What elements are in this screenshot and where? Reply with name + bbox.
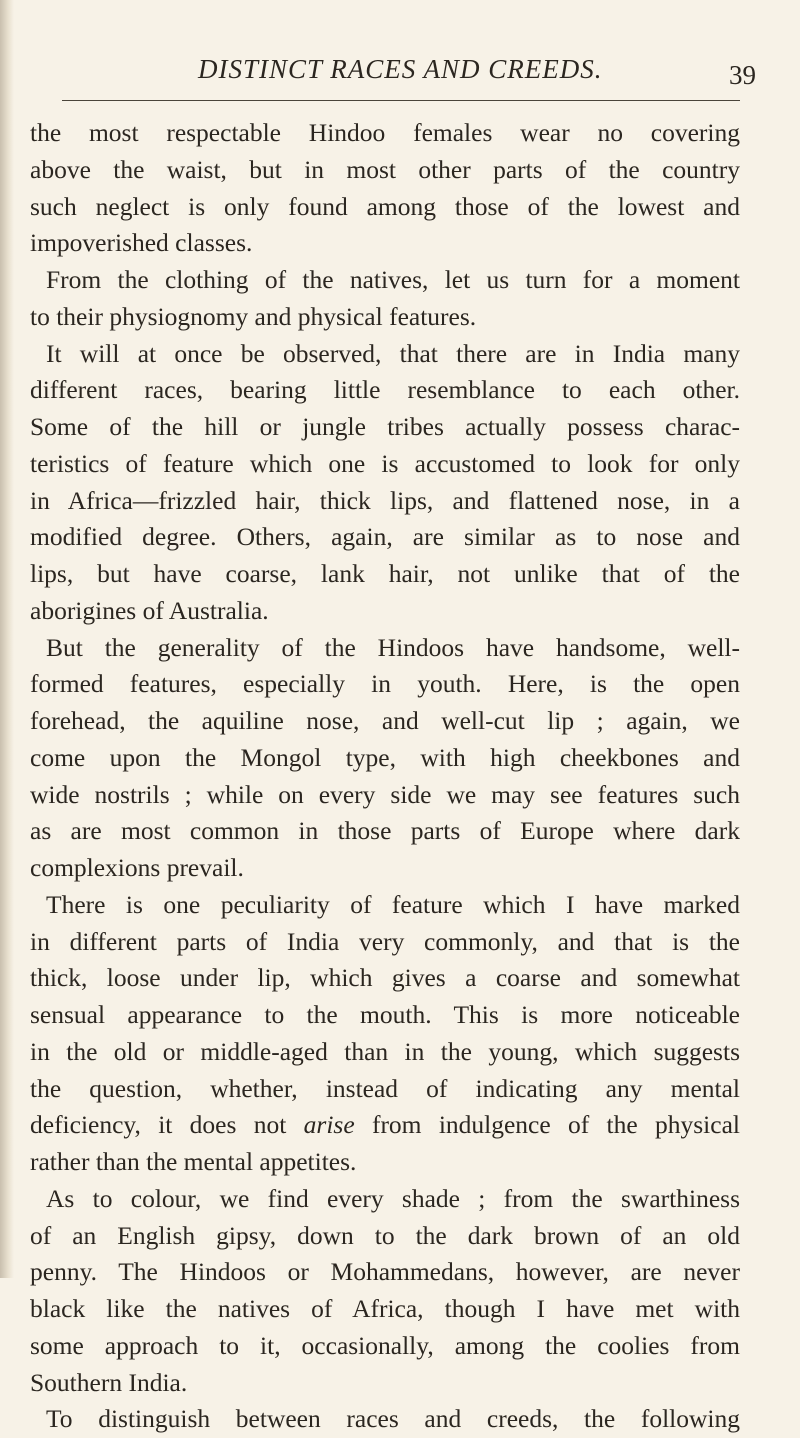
text-line: rather than the mental appetites. — [30, 1147, 357, 1176]
text-line: the question, whether, instead of indicating any mental — [30, 1073, 740, 1103]
text-line: aborigines of Australia. — [30, 595, 269, 625]
text-line: come upon the Mongol type, with high cheekbones and — [30, 742, 740, 772]
text-line: in different parts of India very commonly, and that is the — [30, 926, 740, 956]
text-line: to their physiognomy and physical features. — [30, 301, 477, 331]
text-line: It will at once be observed, that there are in India many — [46, 338, 740, 368]
text-line: as are most common in those parts of Europe where dark — [30, 816, 740, 846]
text-line: formed features, especially in youth. Here, is the open — [30, 669, 740, 699]
text-line: such neglect is only found among those of the lowest and — [30, 191, 740, 221]
text-line: black like the natives of Africa, though I have met with — [30, 1294, 740, 1323]
text-line: Some of the hill or jungle tribes actually possess charac- — [30, 412, 740, 441]
text-line: different races, bearing little resemblance to each other. — [30, 375, 740, 405]
text-line: in Africa—frizzled hair, thick lips, and flattened nose, in a — [30, 485, 740, 515]
text-line: From the clothing of the natives, let us turn for a moment — [46, 265, 740, 294]
text-line: forehead, the aquiline nose, and well-cut lip ; again, we — [30, 706, 740, 735]
text-line: penny. The Hindoos or Mohammedans, however, are never — [30, 1257, 740, 1287]
text-line: lips, but have coarse, lank hair, not unlike that of the — [30, 559, 740, 588]
text-line: Southern India. — [30, 1367, 188, 1397]
text-line: modified degree. Others, again, are similar as to nose and — [30, 522, 740, 552]
header-rule — [62, 100, 740, 101]
text-line: teristics of feature which one is accustomed to look for only — [30, 448, 740, 478]
text-line: deficiency, it does not arise from indulgence of the physical — [30, 1110, 740, 1140]
text-line: above the waist, but in most other parts of the country — [30, 154, 740, 184]
text-line: But the generality of the Hindoos have handsome, well- — [46, 632, 740, 662]
page-number: 39 — [729, 60, 756, 90]
text-line: the most respectable Hindoo females wear no covering — [30, 118, 740, 147]
text-line: wide nostrils ; while on every side we may see features such — [30, 779, 740, 809]
running-head — [40, 54, 756, 94]
text-line: complexions prevail. — [30, 853, 244, 882]
page-gutter-shadow — [0, 0, 14, 1278]
running-title: DISTINCT RACES AND CREEDS. — [198, 54, 603, 84]
text-line: As to colour, we find every shade ; from the swarthiness — [46, 1183, 740, 1213]
body-text — [30, 115, 740, 1438]
text-line: There is one peculiarity of feature which I have marked — [46, 889, 740, 919]
text-line: impoverished classes. — [30, 228, 253, 258]
text-line: To distinguish between races and creeds, the following — [46, 1404, 740, 1434]
text-line: some approach to it, occasionally, among the coolies from — [30, 1330, 740, 1360]
text-line: sensual appearance to the mouth. This is more noticeable — [30, 1000, 740, 1029]
text-line: of an English gipsy, down to the dark brown of an old — [30, 1220, 740, 1250]
emphasized-word: arise — [303, 1110, 355, 1140]
text-line: in the old or middle-aged than in the young, which suggests — [30, 1036, 740, 1066]
text-line: thick, loose under lip, which gives a coarse and somewhat — [30, 963, 740, 993]
